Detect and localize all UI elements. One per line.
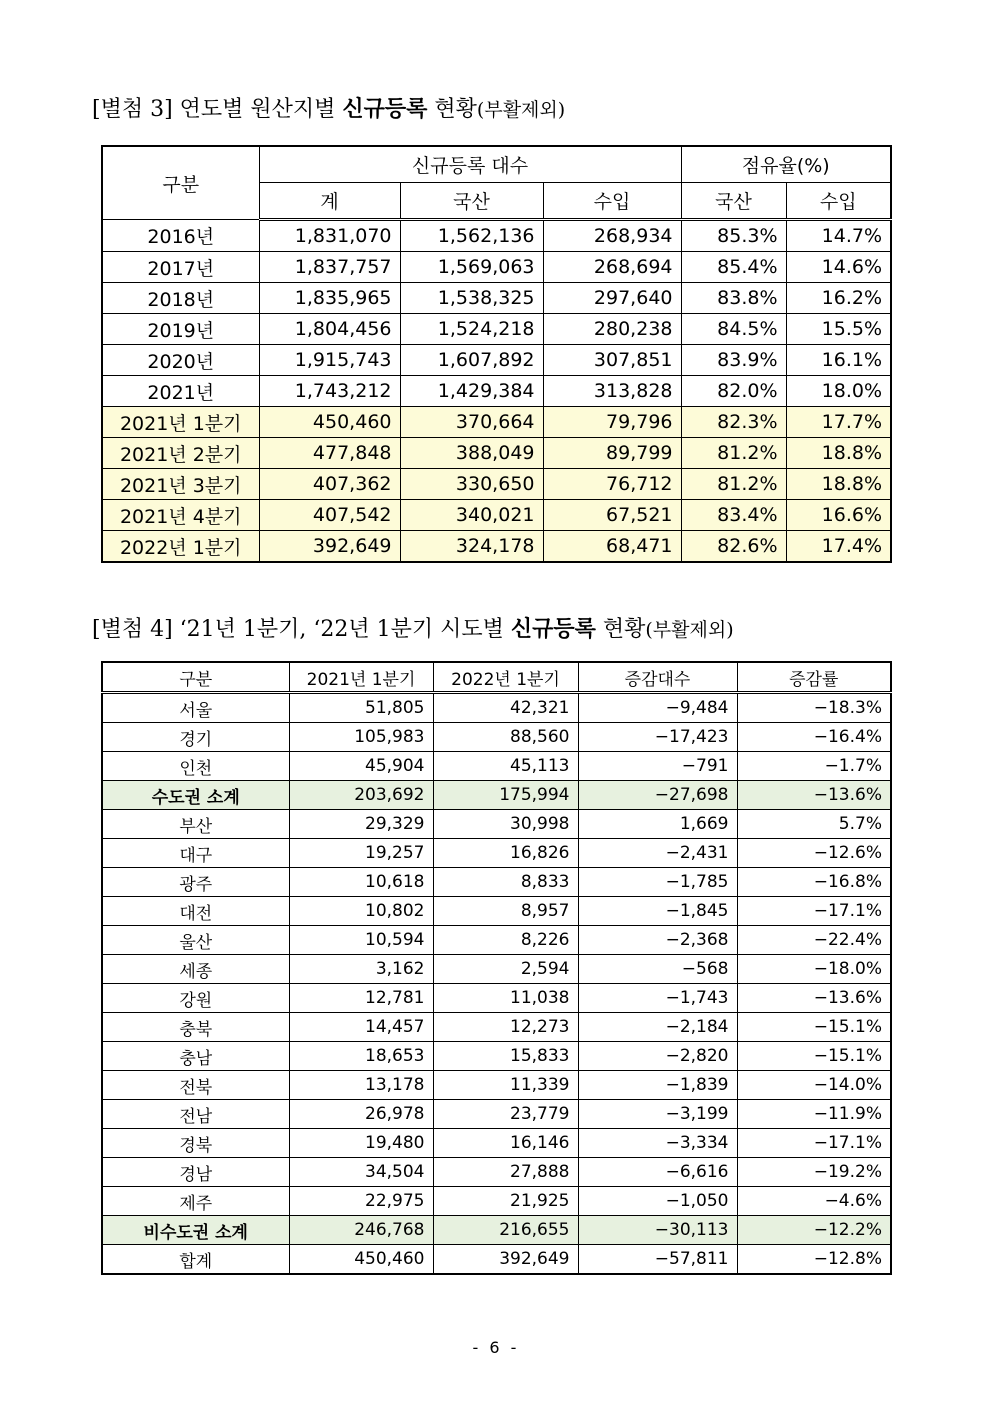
share-import-cell: 17.4% bbox=[786, 531, 891, 563]
share-domestic-cell: 82.6% bbox=[681, 531, 786, 563]
section4-title-prefix: [별첨 4] ‘21년 1분기, ‘22년 1분기 시도별 bbox=[92, 617, 511, 642]
q1-2021-cell: 450,460 bbox=[289, 1245, 433, 1275]
table-row bbox=[102, 723, 891, 752]
total-cell: 450,460 bbox=[259, 407, 400, 438]
header-new-registrations: 신규등록 대수 bbox=[259, 146, 681, 183]
change-rate-cell: −17.1% bbox=[737, 1129, 891, 1158]
change-rate-cell: −1.7% bbox=[737, 752, 891, 781]
table-row bbox=[102, 1245, 891, 1275]
region-label: 경기 bbox=[102, 723, 289, 752]
row-label: 2021년 4분기 bbox=[102, 500, 259, 531]
share-domestic-cell: 81.2% bbox=[681, 438, 786, 469]
share-import-cell: 17.7% bbox=[786, 407, 891, 438]
header-import: 수입 bbox=[543, 183, 681, 220]
header-domestic: 국산 bbox=[400, 183, 543, 220]
domestic-cell: 1,538,325 bbox=[400, 283, 543, 314]
table-row bbox=[102, 407, 891, 438]
q1-2021-cell: 203,692 bbox=[289, 781, 433, 810]
total-cell: 1,831,070 bbox=[259, 220, 400, 252]
domestic-cell: 388,049 bbox=[400, 438, 543, 469]
q1-2021-cell: 10,802 bbox=[289, 897, 433, 926]
row-label: 2021년 bbox=[102, 376, 259, 407]
header-change-rate: 증감률 bbox=[737, 662, 891, 693]
row-label: 2021년 1분기 bbox=[102, 407, 259, 438]
import-cell: 313,828 bbox=[543, 376, 681, 407]
share-domestic-cell: 82.3% bbox=[681, 407, 786, 438]
page-number: - 6 - bbox=[472, 1338, 520, 1357]
change-count-cell: −1,743 bbox=[578, 984, 737, 1013]
table-row bbox=[102, 314, 891, 345]
change-count-cell: −1,845 bbox=[578, 897, 737, 926]
change-rate-cell: −13.6% bbox=[737, 781, 891, 810]
q1-2022-cell: 11,339 bbox=[433, 1071, 578, 1100]
q1-2022-cell: 42,321 bbox=[433, 693, 578, 723]
q1-2022-cell: 88,560 bbox=[433, 723, 578, 752]
region-label: 전북 bbox=[102, 1071, 289, 1100]
section3-title-suffix: 현황 bbox=[427, 97, 477, 122]
change-rate-cell: −12.8% bbox=[737, 1245, 891, 1275]
q1-2022-cell: 21,925 bbox=[433, 1187, 578, 1216]
q1-2021-cell: 19,257 bbox=[289, 839, 433, 868]
table-row bbox=[102, 283, 891, 314]
domestic-cell: 370,664 bbox=[400, 407, 543, 438]
table-row bbox=[102, 926, 891, 955]
section3-title-prefix: [별첨 3] 연도별 원산지별 bbox=[92, 97, 343, 122]
domestic-cell: 330,650 bbox=[400, 469, 543, 500]
change-count-cell: −30,113 bbox=[578, 1216, 737, 1245]
share-domestic-cell: 85.3% bbox=[681, 220, 786, 252]
region-label: 전남 bbox=[102, 1100, 289, 1129]
change-rate-cell: −15.1% bbox=[737, 1013, 891, 1042]
change-count-cell: −1,050 bbox=[578, 1187, 737, 1216]
region-label: 서울 bbox=[102, 693, 289, 723]
import-cell: 268,694 bbox=[543, 252, 681, 283]
q1-2022-cell: 27,888 bbox=[433, 1158, 578, 1187]
q1-2022-cell: 30,998 bbox=[433, 810, 578, 839]
q1-2021-cell: 26,978 bbox=[289, 1100, 433, 1129]
table-row bbox=[102, 693, 891, 723]
table-row bbox=[102, 781, 891, 810]
q1-2022-cell: 11,038 bbox=[433, 984, 578, 1013]
import-cell: 67,521 bbox=[543, 500, 681, 531]
import-cell: 268,934 bbox=[543, 220, 681, 252]
table-row bbox=[102, 897, 891, 926]
share-import-cell: 14.6% bbox=[786, 252, 891, 283]
domestic-cell: 1,569,063 bbox=[400, 252, 543, 283]
q1-2022-cell: 12,273 bbox=[433, 1013, 578, 1042]
table-row bbox=[102, 955, 891, 984]
section4-heading bbox=[92, 612, 734, 643]
change-count-cell: −3,199 bbox=[578, 1100, 737, 1129]
change-rate-cell: −18.0% bbox=[737, 955, 891, 984]
region-label: 광주 bbox=[102, 868, 289, 897]
table-row bbox=[102, 531, 891, 563]
table-row bbox=[102, 252, 891, 283]
region-label: 울산 bbox=[102, 926, 289, 955]
q1-2022-cell: 23,779 bbox=[433, 1100, 578, 1129]
change-count-cell: −9,484 bbox=[578, 693, 737, 723]
region-label: 세종 bbox=[102, 955, 289, 984]
table-row bbox=[102, 1042, 891, 1071]
table-row bbox=[102, 810, 891, 839]
change-count-cell: −2,368 bbox=[578, 926, 737, 955]
table-row bbox=[102, 438, 891, 469]
q1-2022-cell: 45,113 bbox=[433, 752, 578, 781]
region-label: 부산 bbox=[102, 810, 289, 839]
q1-2021-cell: 18,653 bbox=[289, 1042, 433, 1071]
table-row bbox=[102, 500, 891, 531]
share-domestic-cell: 84.5% bbox=[681, 314, 786, 345]
import-cell: 68,471 bbox=[543, 531, 681, 563]
change-rate-cell: −12.2% bbox=[737, 1216, 891, 1245]
region-label: 제주 bbox=[102, 1187, 289, 1216]
row-label: 2016년 bbox=[102, 220, 259, 252]
total-cell: 1,804,456 bbox=[259, 314, 400, 345]
change-count-cell: −17,423 bbox=[578, 723, 737, 752]
table-row bbox=[102, 1187, 891, 1216]
section4-title-suffix: 현황 bbox=[595, 617, 646, 642]
q1-2022-cell: 2,594 bbox=[433, 955, 578, 984]
share-import-cell: 16.2% bbox=[786, 283, 891, 314]
q1-2022-cell: 16,146 bbox=[433, 1129, 578, 1158]
change-rate-cell: −17.1% bbox=[737, 897, 891, 926]
change-rate-cell: −22.4% bbox=[737, 926, 891, 955]
q1-2021-cell: 45,904 bbox=[289, 752, 433, 781]
region-label: 대구 bbox=[102, 839, 289, 868]
header-total: 계 bbox=[259, 183, 400, 220]
header-change-count: 증감대수 bbox=[578, 662, 737, 693]
change-rate-cell: −19.2% bbox=[737, 1158, 891, 1187]
row-label: 2021년 2분기 bbox=[102, 438, 259, 469]
q1-2021-cell: 246,768 bbox=[289, 1216, 433, 1245]
domestic-cell: 1,607,892 bbox=[400, 345, 543, 376]
q1-2022-cell: 8,957 bbox=[433, 897, 578, 926]
total-cell: 407,542 bbox=[259, 500, 400, 531]
import-cell: 280,238 bbox=[543, 314, 681, 345]
region-label: 대전 bbox=[102, 897, 289, 926]
table-row bbox=[102, 1216, 891, 1245]
change-rate-cell: −15.1% bbox=[737, 1042, 891, 1071]
table-row bbox=[102, 868, 891, 897]
change-rate-cell: −13.6% bbox=[737, 984, 891, 1013]
domestic-cell: 1,429,384 bbox=[400, 376, 543, 407]
q1-2021-cell: 29,329 bbox=[289, 810, 433, 839]
region-label: 비수도권 소계 bbox=[102, 1216, 289, 1245]
import-cell: 76,712 bbox=[543, 469, 681, 500]
q1-2021-cell: 13,178 bbox=[289, 1071, 433, 1100]
table-row bbox=[102, 345, 891, 376]
change-count-cell: 1,669 bbox=[578, 810, 737, 839]
total-cell: 1,837,757 bbox=[259, 252, 400, 283]
domestic-cell: 1,562,136 bbox=[400, 220, 543, 252]
share-import-cell: 18.0% bbox=[786, 376, 891, 407]
import-cell: 79,796 bbox=[543, 407, 681, 438]
q1-2021-cell: 14,457 bbox=[289, 1013, 433, 1042]
change-count-cell: −2,820 bbox=[578, 1042, 737, 1071]
table-row bbox=[102, 376, 891, 407]
change-count-cell: −27,698 bbox=[578, 781, 737, 810]
domestic-cell: 1,524,218 bbox=[400, 314, 543, 345]
share-import-cell: 15.5% bbox=[786, 314, 891, 345]
change-rate-cell: −14.0% bbox=[737, 1071, 891, 1100]
share-domestic-cell: 83.9% bbox=[681, 345, 786, 376]
share-import-cell: 16.6% bbox=[786, 500, 891, 531]
change-count-cell: −6,616 bbox=[578, 1158, 737, 1187]
q1-2021-cell: 51,805 bbox=[289, 693, 433, 723]
q1-2022-cell: 15,833 bbox=[433, 1042, 578, 1071]
table-row bbox=[102, 839, 891, 868]
table-row bbox=[102, 1100, 891, 1129]
registration-by-origin-table bbox=[101, 145, 892, 563]
change-rate-cell: −16.8% bbox=[737, 868, 891, 897]
share-import-cell: 18.8% bbox=[786, 469, 891, 500]
change-rate-cell: −4.6% bbox=[737, 1187, 891, 1216]
change-count-cell: −57,811 bbox=[578, 1245, 737, 1275]
row-label: 2020년 bbox=[102, 345, 259, 376]
header-q1-2021: 2021년 1분기 bbox=[289, 662, 433, 693]
change-count-cell: −2,184 bbox=[578, 1013, 737, 1042]
import-cell: 297,640 bbox=[543, 283, 681, 314]
row-label: 2018년 bbox=[102, 283, 259, 314]
domestic-cell: 324,178 bbox=[400, 531, 543, 563]
q1-2021-cell: 22,975 bbox=[289, 1187, 433, 1216]
q1-2021-cell: 34,504 bbox=[289, 1158, 433, 1187]
q1-2021-cell: 10,594 bbox=[289, 926, 433, 955]
change-rate-cell: −12.6% bbox=[737, 839, 891, 868]
section3-title-note: (부활제외) bbox=[476, 99, 566, 121]
registration-by-region-table bbox=[101, 661, 892, 1275]
region-label: 강원 bbox=[102, 984, 289, 1013]
row-label: 2021년 3분기 bbox=[102, 469, 259, 500]
section3-heading bbox=[92, 92, 565, 123]
import-cell: 89,799 bbox=[543, 438, 681, 469]
change-count-cell: −2,431 bbox=[578, 839, 737, 868]
region-label: 경남 bbox=[102, 1158, 289, 1187]
row-label: 2022년 1분기 bbox=[102, 531, 259, 563]
share-domestic-cell: 81.2% bbox=[681, 469, 786, 500]
total-cell: 392,649 bbox=[259, 531, 400, 563]
table-row bbox=[102, 1013, 891, 1042]
q1-2021-cell: 105,983 bbox=[289, 723, 433, 752]
q1-2021-cell: 10,618 bbox=[289, 868, 433, 897]
table-row bbox=[102, 1129, 891, 1158]
q1-2022-cell: 8,226 bbox=[433, 926, 578, 955]
import-cell: 307,851 bbox=[543, 345, 681, 376]
q1-2022-cell: 216,655 bbox=[433, 1216, 578, 1245]
q1-2022-cell: 175,994 bbox=[433, 781, 578, 810]
change-rate-cell: −18.3% bbox=[737, 693, 891, 723]
header-q1-2022: 2022년 1분기 bbox=[433, 662, 578, 693]
change-count-cell: −791 bbox=[578, 752, 737, 781]
header-share: 점유율(%) bbox=[681, 146, 891, 183]
region-label: 수도권 소계 bbox=[102, 781, 289, 810]
share-domestic-cell: 83.4% bbox=[681, 500, 786, 531]
total-cell: 1,835,965 bbox=[259, 283, 400, 314]
table-row bbox=[102, 1158, 891, 1187]
region-label: 충남 bbox=[102, 1042, 289, 1071]
region-label: 합계 bbox=[102, 1245, 289, 1275]
table-row bbox=[102, 220, 891, 252]
row-label: 2017년 bbox=[102, 252, 259, 283]
change-rate-cell: −11.9% bbox=[737, 1100, 891, 1129]
change-count-cell: −3,334 bbox=[578, 1129, 737, 1158]
q1-2022-cell: 8,833 bbox=[433, 868, 578, 897]
table-row bbox=[102, 469, 891, 500]
change-count-cell: −1,839 bbox=[578, 1071, 737, 1100]
header-category: 구분 bbox=[102, 146, 259, 220]
section4-title-note: (부활제외) bbox=[645, 619, 734, 641]
header-share-import: 수입 bbox=[786, 183, 891, 220]
header-category: 구분 bbox=[102, 662, 289, 693]
section3-title-bold: 신규등록 bbox=[342, 96, 428, 122]
row-label: 2019년 bbox=[102, 314, 259, 345]
table-row bbox=[102, 752, 891, 781]
share-import-cell: 16.1% bbox=[786, 345, 891, 376]
region-label: 충북 bbox=[102, 1013, 289, 1042]
total-cell: 477,848 bbox=[259, 438, 400, 469]
total-cell: 407,362 bbox=[259, 469, 400, 500]
region-label: 경북 bbox=[102, 1129, 289, 1158]
total-cell: 1,915,743 bbox=[259, 345, 400, 376]
section4-title-bold: 신규등록 bbox=[510, 616, 596, 642]
table-row bbox=[102, 984, 891, 1013]
q1-2021-cell: 3,162 bbox=[289, 955, 433, 984]
share-domestic-cell: 83.8% bbox=[681, 283, 786, 314]
change-rate-cell: −16.4% bbox=[737, 723, 891, 752]
region-label: 인천 bbox=[102, 752, 289, 781]
q1-2022-cell: 16,826 bbox=[433, 839, 578, 868]
change-rate-cell: 5.7% bbox=[737, 810, 891, 839]
change-count-cell: −1,785 bbox=[578, 868, 737, 897]
domestic-cell: 340,021 bbox=[400, 500, 543, 531]
total-cell: 1,743,212 bbox=[259, 376, 400, 407]
q1-2022-cell: 392,649 bbox=[433, 1245, 578, 1275]
share-domestic-cell: 82.0% bbox=[681, 376, 786, 407]
header-share-domestic: 국산 bbox=[681, 183, 786, 220]
share-import-cell: 18.8% bbox=[786, 438, 891, 469]
table-row bbox=[102, 1071, 891, 1100]
q1-2021-cell: 19,480 bbox=[289, 1129, 433, 1158]
share-domestic-cell: 85.4% bbox=[681, 252, 786, 283]
q1-2021-cell: 12,781 bbox=[289, 984, 433, 1013]
share-import-cell: 14.7% bbox=[786, 220, 891, 252]
change-count-cell: −568 bbox=[578, 955, 737, 984]
